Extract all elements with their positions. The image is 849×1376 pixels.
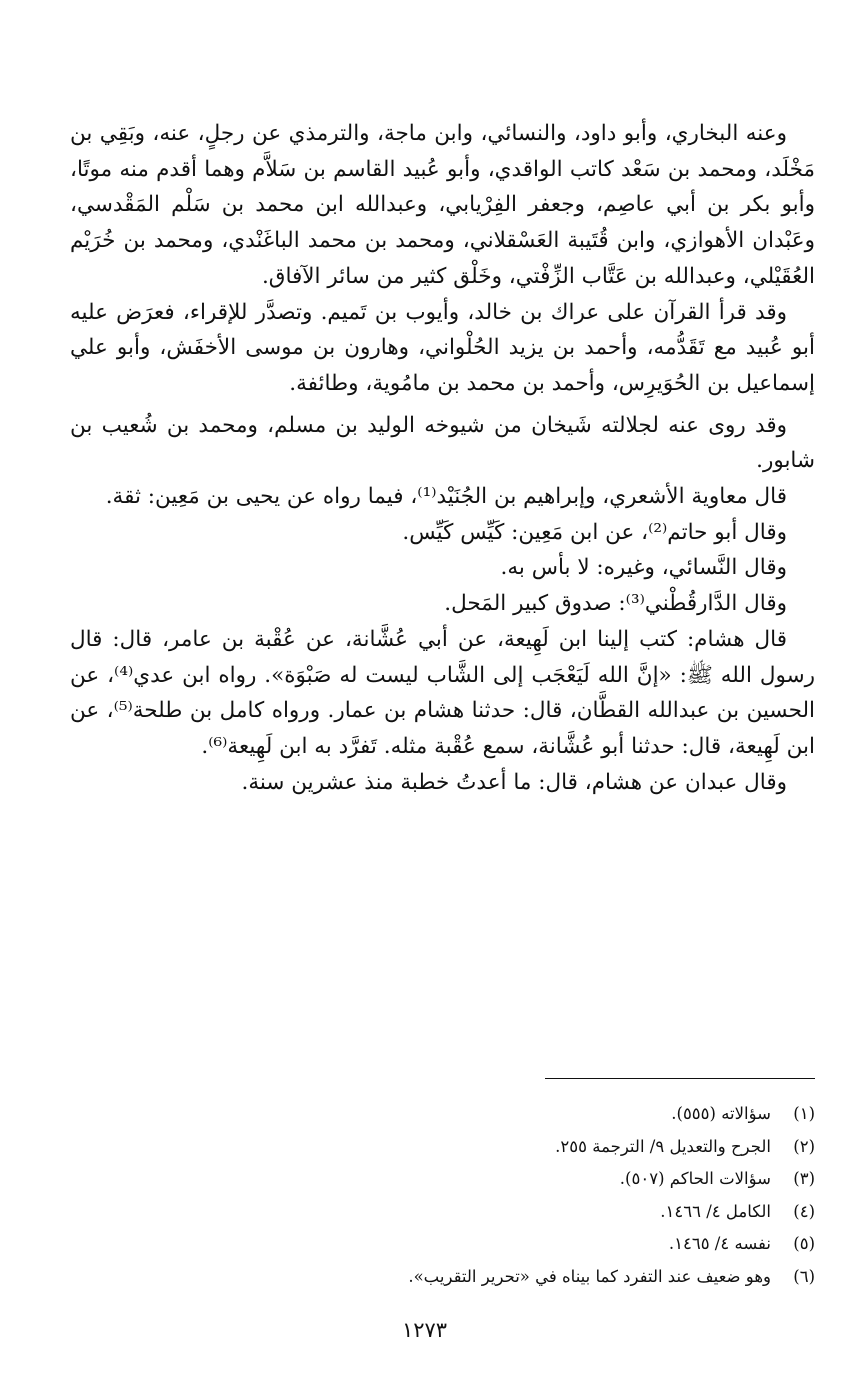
footnote-text: الكامل ٤/ ١٤٦٦. bbox=[660, 1201, 771, 1221]
paragraph-nasai: وقال النَّسائي، وغيره: لا بأس به. bbox=[500, 555, 787, 581]
paragraph-narrated-by-teachers: وقد روى عنه لجلالته شَيخان من شيوخه الوليد بن مسلم، ومحمد بن شُعيب بن شابور. bbox=[70, 412, 815, 474]
footnote-number: (١) bbox=[793, 1104, 815, 1123]
footnote-item bbox=[70, 1228, 815, 1261]
footnote-number: (٥) bbox=[793, 1234, 815, 1253]
footnote-item bbox=[70, 1196, 815, 1229]
paragraph-students: وعنه البخاري، وأبو داود، والنسائي، وابن ماجة، والترمذي عن رجلٍ، عنه، وبَقِي بن مَخْلَد، ومحمد بن سَعْد كاتب الواقدي، وأبو عُبيد القاسم بن سَلاَّم وهما أقدم منه موتًا، وأبو بكر بن أبي عاصِم، وجعفر الفِرْيابي، وعبدالله ابن محمد بن سَلْم المَقْدسي، وعَبْدان الأهوازي، وابن قُتَيبة العَسْقلاني، ومحمد بن محمد الباغَنْدي، ومحمد بن خُرَيْم العُقَيْلي، وعبدالله بن عَتَّاب الزِّفْتي، وخَلْق كثير من سائر الآفاق. bbox=[70, 121, 815, 289]
footnote-item bbox=[70, 1131, 815, 1164]
paragraph-abu-hatim: وقال أبو حاتم⁽²⁾، عن ابن مَعِين: كَيِّس كَيِّس. bbox=[402, 519, 787, 545]
page-body bbox=[70, 116, 816, 1286]
footnote-item bbox=[70, 1261, 815, 1294]
footnote-divider bbox=[545, 1078, 815, 1079]
footnote-text: سؤالات الحاكم (٥٠٧). bbox=[619, 1169, 771, 1188]
footnote-text: وهو ضعيف عند التفرد كما بيناه في «تحرير التقريب». bbox=[408, 1266, 771, 1286]
footnote-number: (٤) bbox=[793, 1201, 815, 1221]
footnote-text: نفسه ٤/ ١٤٦٥. bbox=[668, 1234, 771, 1253]
paragraph-daraqutni: وقال الدَّارقُطْني⁽³⁾: صدوق كبير المَحل. bbox=[444, 591, 787, 617]
paragraph-hadith-narration: قال هشام: كتب إلينا ابن لَهِيعة، عن أبي عُشَّانة، عن عُقْبة بن عامر، قال: قال رسول الله ﷺ: «إنَّ الله لَيَعْجَب إلى الشَّاب ليست له صَبْوَة». رواه ابن عدي⁽⁴⁾، عن الحسين بن عبدالله القطَّان، قال: حدثنا هشام بن عمار. ورواه كامل بن طلحة⁽⁵⁾، عن ابن لَهِيعة، قال: حدثنا أبو عُشَّانة، سمع عُقْبة مثله. تَفرَّد به ابن لَهِيعة⁽⁶⁾. bbox=[70, 626, 816, 759]
footnote-item bbox=[70, 1098, 815, 1131]
footnote-number: (٣) bbox=[793, 1169, 815, 1188]
footnote-text: الجرح والتعديل ٩/ الترجمة ٢٥٥. bbox=[555, 1136, 771, 1156]
footnote-item bbox=[70, 1163, 815, 1196]
page-number: ١٢٧٣ bbox=[401, 1318, 448, 1342]
footnotes-list bbox=[70, 1098, 815, 1293]
footnote-number: (٦) bbox=[793, 1266, 815, 1286]
paragraph-abdan-hisham: وقال عبدان عن هشام، قال: ما أعدتُ خطبة منذ عشرين سنة. bbox=[241, 769, 787, 795]
footnote-number: (٢) bbox=[793, 1136, 815, 1156]
footnote-text: سؤالاته (٥٥٥). bbox=[671, 1104, 771, 1123]
paragraph-quran-reading: وقد قرأ القرآن على عراك بن خالد، وأيوب بن تَميم. وتصدَّر للإقراء، فعرَض عليه أبو عُبيد مع تَقَدُّمه، وأحمد بن يزيد الحُلْواني، وهارون بن موسى الأخفَش، وأبو علي إسماعيل بن الحُوَيرِس، وأحمد بن محمد بن مامُوية، وطائفة. bbox=[70, 299, 815, 396]
paragraph-ibn-maeen-thiqa: قال معاوية الأشعري، وإبراهيم بن الجُنَيْد⁽¹⁾، فيما رواه عن يحيى بن مَعِين: ثقة. bbox=[105, 484, 787, 510]
